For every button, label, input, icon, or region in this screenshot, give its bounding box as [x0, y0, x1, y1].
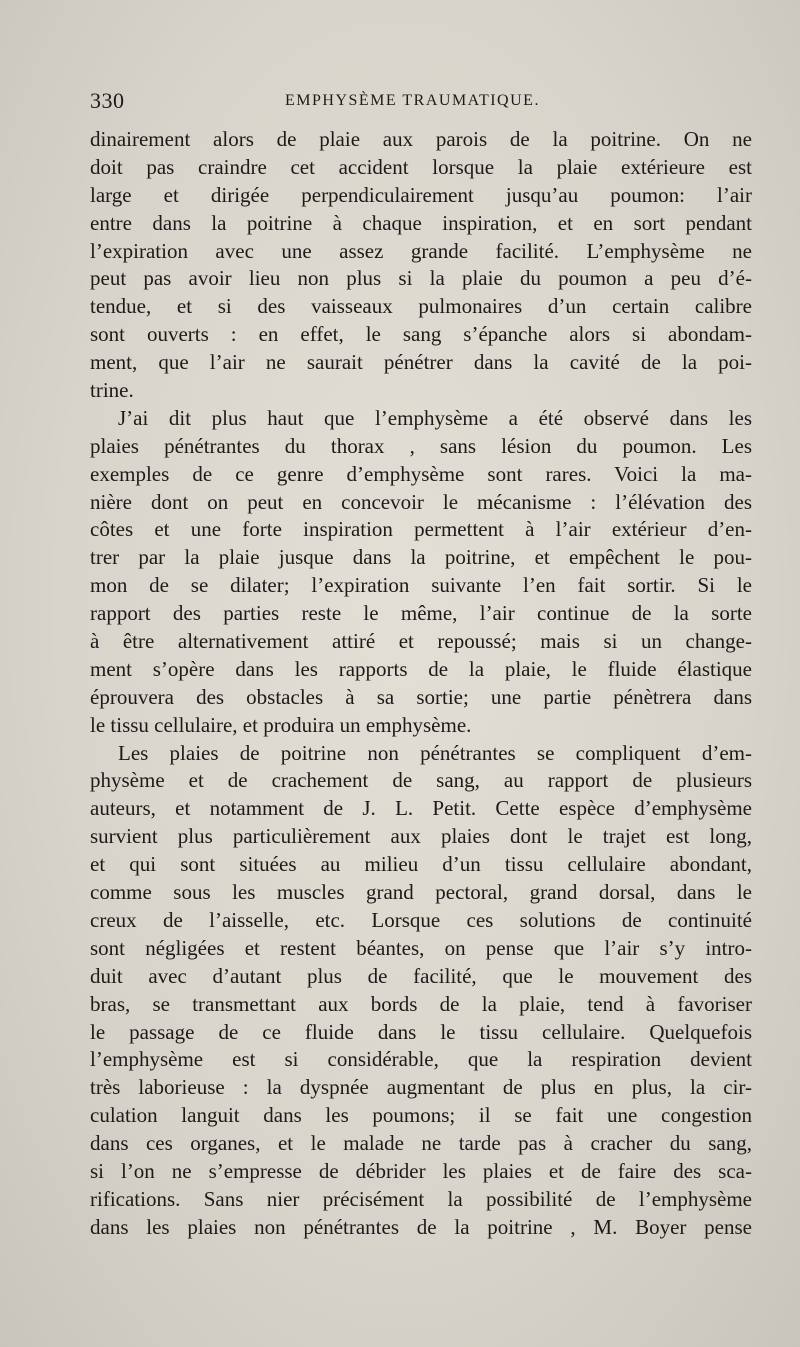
text-line: côtes et une forte inspiration permettent à l’air extérieur d’en-: [90, 517, 752, 542]
page-header: [90, 88, 750, 118]
text-line: si l’on ne s’empresse de débrider les plaies et de faire des sca-: [90, 1158, 752, 1183]
text-line: l’expiration avec une assez grande facilité. L’emphysème ne: [90, 238, 752, 263]
paragraph-1: [90, 126, 752, 405]
text-line: l’emphysème est si considérable, que la respiration devient: [90, 1047, 752, 1072]
text-line: sont négligées et restent béantes, on pense que l’air s’y intro-: [90, 935, 752, 960]
text-line: tendue, et si des vaisseaux pulmonaires d’un certain calibre: [90, 294, 752, 319]
text-line: physème et de crachement de sang, au rapport de plusieurs: [90, 768, 752, 793]
text-line: plaies pénétrantes du thorax , sans lésion du poumon. Les: [90, 433, 752, 458]
text-line: trine.: [90, 378, 134, 403]
text-line: auteurs, et notamment de J. L. Petit. Cette espèce d’emphysème: [90, 796, 752, 821]
text-line: le passage de ce fluide dans le tissu cellulaire. Quelquefois: [90, 1019, 752, 1044]
text-line: doit pas craindre cet accident lorsque la plaie extérieure est: [90, 154, 752, 179]
text-line: dans les plaies non pénétrantes de la poitrine , M. Boyer pense: [90, 1214, 752, 1239]
text-line: entre dans la poitrine à chaque inspiration, et en sort pendant: [90, 210, 752, 235]
text-line: et qui sont situées au milieu d’un tissu cellulaire abondant,: [90, 852, 752, 877]
paragraph-2: [90, 405, 752, 740]
text-line: rifications. Sans nier précisément la possibilité de l’emphysème: [90, 1186, 752, 1211]
text-line: duit avec d’autant plus de facilité, que le mouvement des: [90, 963, 752, 988]
text-line: le tissu cellulaire, et produira un emphysème.: [90, 712, 472, 737]
text-line: Les plaies de poitrine non pénétrantes se compliquent d’em-: [118, 740, 752, 765]
text-line: nière dont on peut en concevoir le mécanisme : l’élévation des: [90, 489, 752, 514]
text-line: exemples de ce genre d’emphysème sont rares. Voici la ma-: [90, 461, 752, 486]
text-line: ment, que l’air ne saurait pénétrer dans la cavité de la poi-: [90, 350, 752, 375]
text-line: mon de se dilater; l’expiration suivante l’en fait sortir. Si le: [90, 573, 752, 598]
text-line: creux de l’aisselle, etc. Lorsque ces solutions de continuité: [90, 907, 752, 932]
text-line: ment s’opère dans les rapports de la plaie, le fluide élastique: [90, 656, 752, 681]
text-line: dans ces organes, et le malade ne tarde pas à cracher du sang,: [90, 1131, 752, 1156]
text-line: comme sous les muscles grand pectoral, grand dorsal, dans le: [90, 880, 752, 905]
page-number: 330: [90, 88, 125, 113]
text-line: trer par la plaie jusque dans la poitrine, et empêchent le pou-: [90, 545, 752, 570]
paragraph-3: [90, 740, 752, 1242]
text-line: à être alternativement attiré et repoussé; mais si un change-: [90, 629, 752, 654]
text-line: très laborieuse : la dyspnée augmentant de plus en plus, la cir-: [90, 1075, 752, 1100]
text-line: peut pas avoir lieu non plus si la plaie du poumon a peu d’é-: [90, 266, 752, 291]
text-line: bras, se transmettant aux bords de la plaie, tend à favoriser: [90, 991, 752, 1016]
body-text: [90, 126, 752, 1242]
text-line: éprouvera des obstacles à sa sortie; une partie pénètrera dans: [90, 684, 752, 709]
text-line: culation languit dans les poumons; il se fait une congestion: [90, 1103, 752, 1128]
text-line: survient plus particulièrement aux plaies dont le trajet est long,: [90, 824, 752, 849]
text-line: dinairement alors de plaie aux parois de la poitrine. On ne: [90, 127, 752, 151]
text-line: sont ouverts : en effet, le sang s’épanche alors si abondam-: [90, 322, 752, 347]
text-line: large et dirigée perpendiculairement jusqu’au poumon: l’air: [90, 182, 752, 207]
text-line: rapport des parties reste le même, l’air continue de la sorte: [90, 601, 752, 626]
text-line: J’ai dit plus haut que l’emphysème a été observé dans les: [118, 405, 752, 430]
running-head: EMPHYSÈME TRAUMATIQUE.: [285, 92, 540, 109]
